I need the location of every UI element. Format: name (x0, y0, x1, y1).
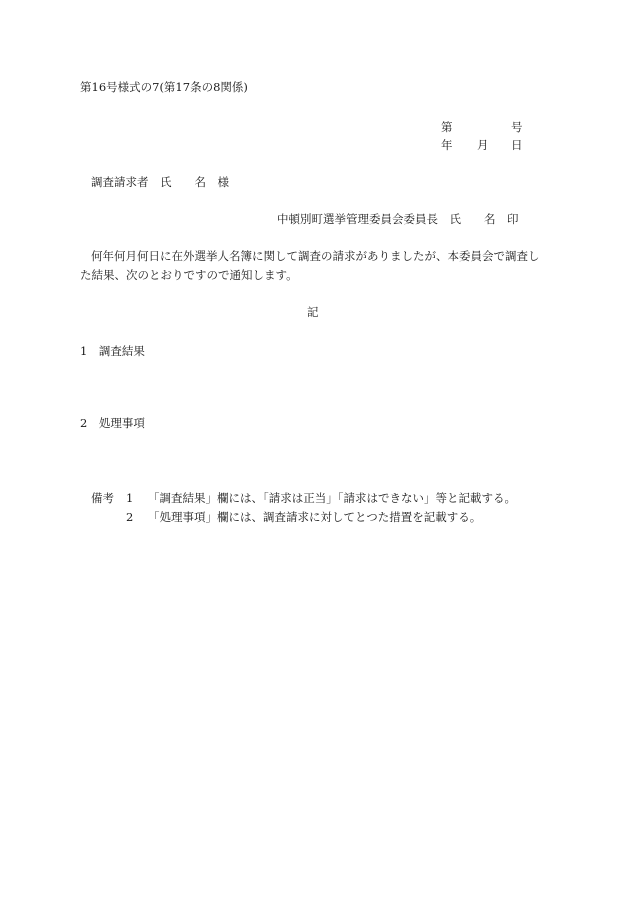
date-day: 日 (511, 138, 523, 152)
section-action-taken: 2 処理事項 (80, 416, 145, 430)
form-header: 第16号様式の7(第17条の8関係) (80, 80, 248, 94)
remark-number: 2 (126, 510, 134, 524)
section-investigation-result: 1 調査結果 (80, 344, 145, 358)
date-month: 月 (477, 138, 489, 152)
ki-heading: 記 (307, 305, 319, 319)
number-prefix: 第 (441, 120, 453, 134)
remark-text: 「処理事項」欄には、調査請求に対してとつた措置を記載する。 (148, 510, 482, 524)
number-suffix: 号 (511, 120, 523, 134)
body-line-2: た結果、次のとおりですので通知します。 (80, 268, 298, 282)
remark-text: 「調査結果」欄には、「請求は正当」「請求はできない」等と記載する。 (148, 491, 516, 505)
remarks-label: 備考 (91, 491, 114, 505)
body-line-1: 何年何月何日に在外選挙人名簿に関して調査の請求がありましたが、本委員会で調査し (91, 249, 540, 263)
sender: 中頓別町選挙管理委員会委員長 氏 名 印 (277, 212, 519, 226)
addressee: 調査請求者 氏 名 様 (91, 175, 229, 189)
remark-number: 1 (126, 491, 134, 505)
date-year: 年 (441, 138, 453, 152)
